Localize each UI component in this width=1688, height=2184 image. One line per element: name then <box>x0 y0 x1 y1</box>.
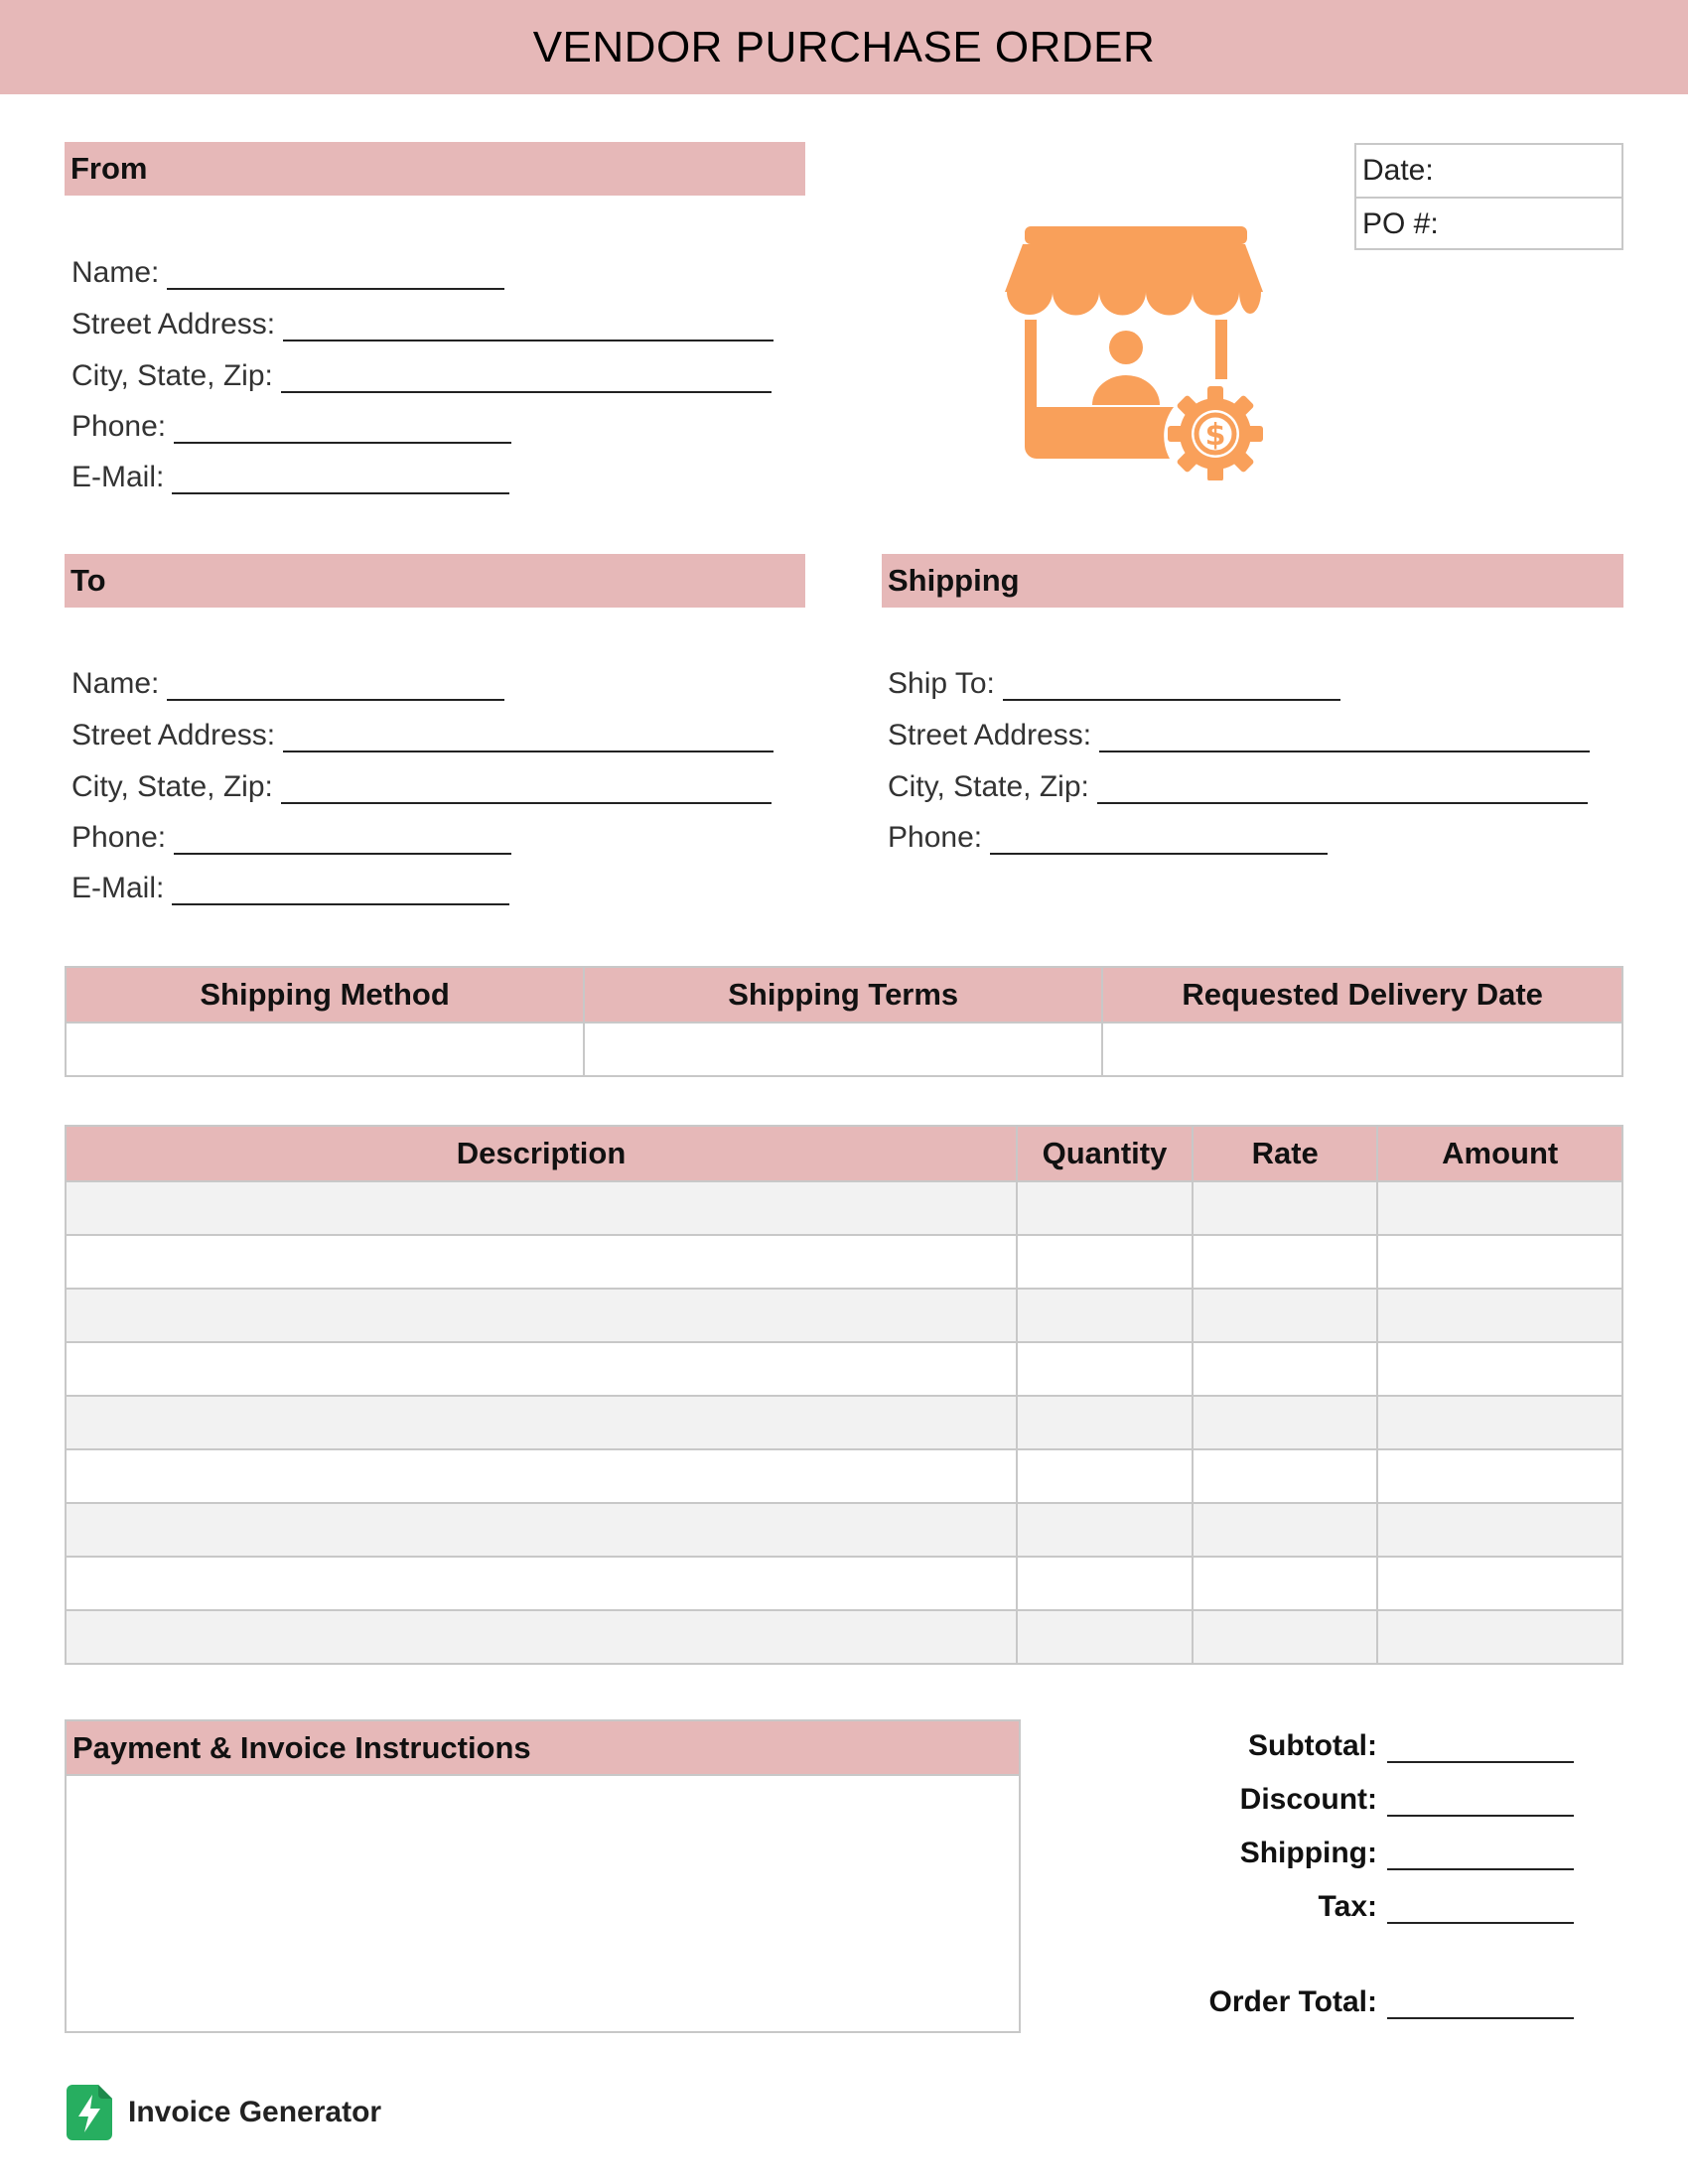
table-row <box>66 1181 1622 1235</box>
tax-label: Tax: <box>1318 1890 1377 1923</box>
shipping-details-table <box>65 966 1623 1077</box>
amount-cell[interactable] <box>1377 1289 1622 1342</box>
ship-street-label: Street Address: <box>888 719 1092 751</box>
ship-city-label: City, State, Zip: <box>888 770 1089 803</box>
from-phone-field[interactable] <box>71 406 511 444</box>
delivery-date-header: Requested Delivery Date <box>1102 967 1622 1023</box>
shipping-method-cell[interactable] <box>66 1023 584 1076</box>
ship-street-line[interactable] <box>1099 721 1590 752</box>
table-row <box>66 1503 1622 1557</box>
description-header: Description <box>66 1126 1017 1181</box>
storefront-dollar-gear-icon <box>1005 220 1263 480</box>
to-email-field[interactable] <box>71 868 509 905</box>
rate-cell[interactable] <box>1193 1396 1378 1449</box>
from-street-field[interactable] <box>71 304 774 341</box>
description-cell[interactable] <box>66 1449 1017 1503</box>
amount-cell[interactable] <box>1377 1342 1622 1396</box>
table-row <box>66 1289 1622 1342</box>
to-name-label: Name: <box>71 667 160 700</box>
date-label: Date: <box>1362 154 1434 187</box>
ship-phone-field[interactable] <box>888 817 1328 855</box>
totals-block <box>1092 1725 1574 2019</box>
svg-text:$: $ <box>1204 418 1226 453</box>
payment-heading: Payment & Invoice Instructions <box>67 1721 1019 1776</box>
brand-name: Invoice Generator <box>128 2096 382 2128</box>
ship-to-line[interactable] <box>1003 669 1340 701</box>
description-cell[interactable] <box>66 1235 1017 1289</box>
to-city-field[interactable] <box>71 766 772 804</box>
quantity-cell[interactable] <box>1017 1396 1193 1449</box>
document-title: VENDOR PURCHASE ORDER <box>0 0 1688 94</box>
amount-cell[interactable] <box>1377 1557 1622 1610</box>
to-phone-field[interactable] <box>71 817 511 855</box>
ship-to-label: Ship To: <box>888 667 995 700</box>
invoice-generator-logo-icon <box>67 2085 112 2140</box>
rate-cell[interactable] <box>1193 1181 1378 1235</box>
amount-cell[interactable] <box>1377 1235 1622 1289</box>
rate-cell[interactable] <box>1193 1289 1378 1342</box>
description-cell[interactable] <box>66 1342 1017 1396</box>
amount-cell[interactable] <box>1377 1610 1622 1664</box>
po-label: PO #: <box>1362 207 1439 240</box>
order-total-line[interactable] <box>1387 1987 1574 2019</box>
discount-row[interactable] <box>1092 1779 1574 1817</box>
discount-line[interactable] <box>1387 1785 1574 1817</box>
table-row <box>66 1449 1622 1503</box>
from-heading: From <box>65 142 805 196</box>
quantity-cell[interactable] <box>1017 1289 1193 1342</box>
subtotal-line[interactable] <box>1387 1731 1574 1763</box>
from-email-field[interactable] <box>71 457 509 494</box>
vendor-head <box>1109 331 1143 364</box>
tax-line[interactable] <box>1387 1892 1574 1924</box>
vendor-body <box>1092 375 1160 405</box>
description-cell[interactable] <box>66 1503 1017 1557</box>
to-street-field[interactable] <box>71 715 774 752</box>
quantity-cell[interactable] <box>1017 1235 1193 1289</box>
order-total-row[interactable] <box>1092 1981 1574 2019</box>
to-street-label: Street Address: <box>71 719 276 751</box>
table-row <box>66 1396 1622 1449</box>
from-street-label: Street Address: <box>71 308 276 341</box>
from-name-line[interactable] <box>167 258 504 290</box>
ship-city-line[interactable] <box>1097 772 1588 804</box>
amount-header: Amount <box>1377 1126 1622 1181</box>
ship-to-field[interactable] <box>888 663 1340 701</box>
to-street-line[interactable] <box>283 721 774 752</box>
awning-scallops <box>1007 292 1261 316</box>
awning-top-bar <box>1025 226 1247 244</box>
quantity-cell[interactable] <box>1017 1610 1193 1664</box>
discount-label: Discount: <box>1239 1783 1377 1816</box>
shipping-terms-cell[interactable] <box>584 1023 1102 1076</box>
to-phone-label: Phone: <box>71 821 167 854</box>
description-cell[interactable] <box>66 1610 1017 1664</box>
dollar-gear <box>1168 386 1263 480</box>
delivery-date-cell[interactable] <box>1102 1023 1622 1076</box>
table-row <box>66 1557 1622 1610</box>
from-city-line[interactable] <box>281 361 772 393</box>
to-email-line[interactable] <box>172 874 509 905</box>
to-name-line[interactable] <box>167 669 504 701</box>
from-phone-line[interactable] <box>174 412 511 444</box>
amount-cell[interactable] <box>1377 1181 1622 1235</box>
from-city-field[interactable] <box>71 355 772 393</box>
quantity-cell[interactable] <box>1017 1557 1193 1610</box>
table-row <box>66 1235 1622 1289</box>
shipping-total-row[interactable] <box>1092 1833 1574 1870</box>
subtotal-label: Subtotal: <box>1248 1729 1377 1762</box>
shipping-total-line[interactable] <box>1387 1839 1574 1870</box>
brand-footer <box>67 2085 381 2140</box>
rate-cell[interactable] <box>1193 1235 1378 1289</box>
from-city-label: City, State, Zip: <box>71 359 273 392</box>
table-row <box>66 1342 1622 1396</box>
date-field[interactable] <box>1356 145 1621 197</box>
to-phone-line[interactable] <box>174 823 511 855</box>
from-email-line[interactable] <box>172 463 509 494</box>
stall-counter <box>1025 407 1174 459</box>
tax-row[interactable] <box>1092 1886 1574 1924</box>
stall-right-post <box>1215 320 1227 379</box>
quantity-cell[interactable] <box>1017 1449 1193 1503</box>
rate-cell[interactable] <box>1193 1503 1378 1557</box>
quantity-header: Quantity <box>1017 1126 1193 1181</box>
quantity-cell[interactable] <box>1017 1342 1193 1396</box>
rate-header: Rate <box>1193 1126 1378 1181</box>
date-po-box <box>1354 143 1623 250</box>
rate-cell[interactable] <box>1193 1557 1378 1610</box>
from-street-line[interactable] <box>283 310 774 341</box>
table-row <box>66 1610 1622 1664</box>
ship-phone-line[interactable] <box>990 823 1328 855</box>
amount-cell[interactable] <box>1377 1396 1622 1449</box>
from-name-label: Name: <box>71 256 160 289</box>
description-cell[interactable] <box>66 1289 1017 1342</box>
rate-cell[interactable] <box>1193 1610 1378 1664</box>
payment-instructions-box[interactable] <box>65 1719 1021 2033</box>
to-email-label: E-Mail: <box>71 872 165 904</box>
shipping-terms-header: Shipping Terms <box>584 967 1102 1023</box>
to-city-line[interactable] <box>281 772 772 804</box>
description-cell[interactable] <box>66 1181 1017 1235</box>
rate-cell[interactable] <box>1193 1342 1378 1396</box>
order-total-label: Order Total: <box>1208 1985 1377 2018</box>
awning-body <box>1005 244 1263 292</box>
shipping-method-header: Shipping Method <box>66 967 584 1023</box>
description-cell[interactable] <box>66 1396 1017 1449</box>
quantity-cell[interactable] <box>1017 1503 1193 1557</box>
ship-phone-label: Phone: <box>888 821 983 854</box>
po-field[interactable] <box>1356 197 1621 250</box>
to-name-field[interactable] <box>71 663 504 701</box>
from-email-label: E-Mail: <box>71 461 165 493</box>
shipping-heading: Shipping <box>882 554 1623 608</box>
quantity-cell[interactable] <box>1017 1181 1193 1235</box>
line-items-table <box>65 1125 1623 1665</box>
amount-cell[interactable] <box>1377 1449 1622 1503</box>
to-heading: To <box>65 554 805 608</box>
from-phone-label: Phone: <box>71 410 167 443</box>
ship-city-field[interactable] <box>888 766 1588 804</box>
subtotal-row[interactable] <box>1092 1725 1574 1763</box>
from-name-field[interactable] <box>71 252 504 290</box>
rate-cell[interactable] <box>1193 1449 1378 1503</box>
description-cell[interactable] <box>66 1557 1017 1610</box>
amount-cell[interactable] <box>1377 1503 1622 1557</box>
to-city-label: City, State, Zip: <box>71 770 273 803</box>
shipping-total-label: Shipping: <box>1239 1837 1377 1869</box>
ship-street-field[interactable] <box>888 715 1590 752</box>
